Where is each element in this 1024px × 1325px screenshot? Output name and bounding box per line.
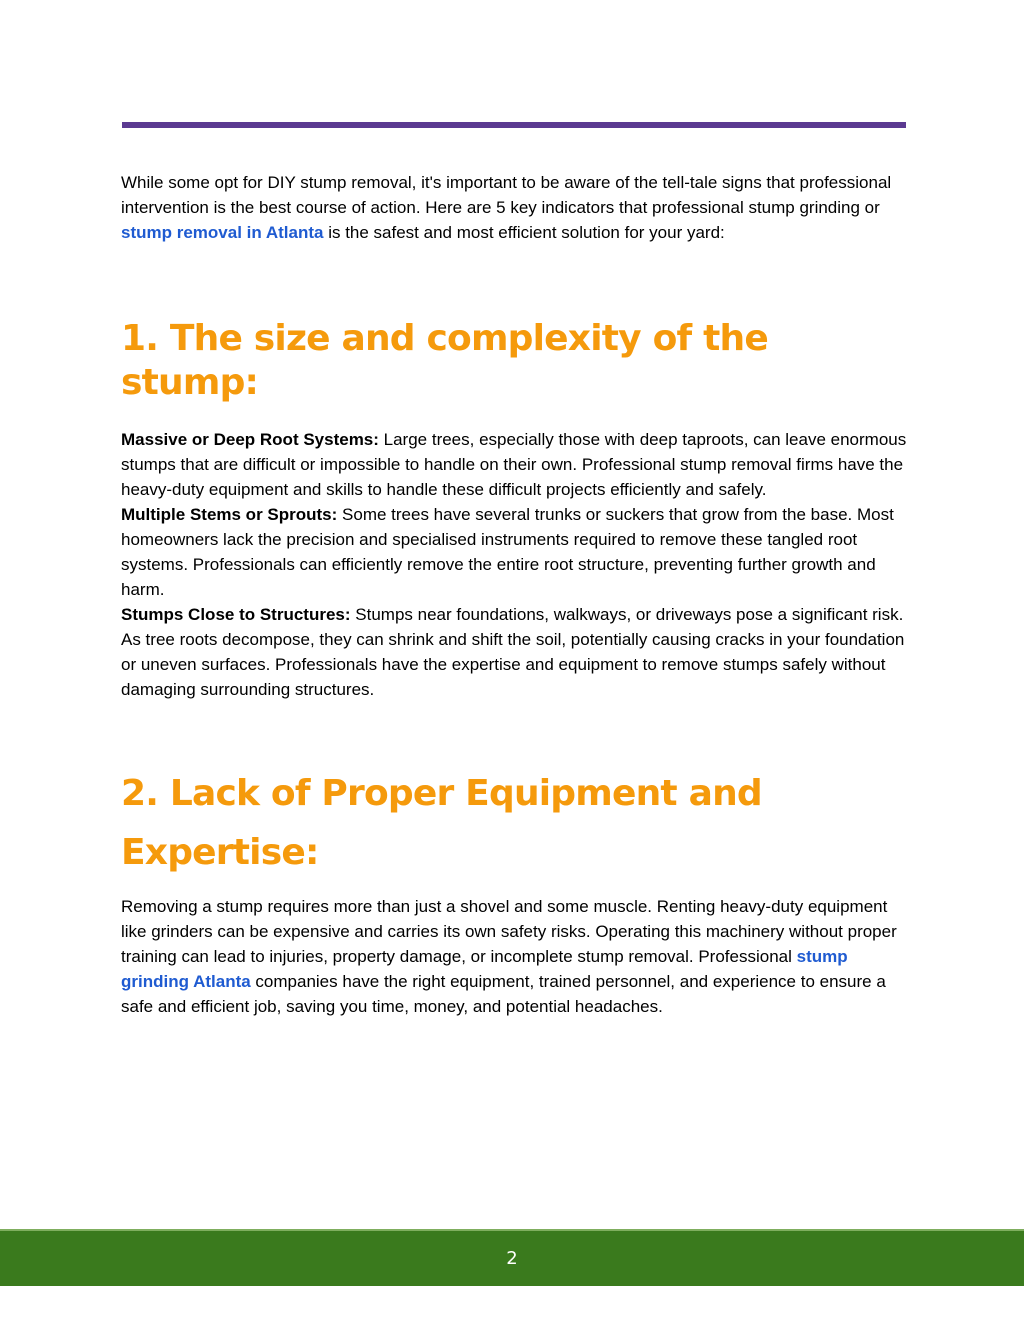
section2-paragraph: Removing a stump requires more than just a shovel and some muscle. Renting heavy-duty equipment like grinders can be expensive and carries its own safety risks. Operating this machinery without proper training can lead to injuries, property damage, or incomplete stump removal. Professional stump grinding Atlanta companies have the right equipment, trained personnel, and experience to ensure a safe and efficient job, saving you time, money, and potential headaches. xyxy=(121,897,897,1016)
section1-heading: 1. The size and complexity of the stump: xyxy=(121,318,768,403)
intro-paragraph: While some opt for DIY stump removal, it's important to be aware of the tell-tale signs that professional intervention is the best course of action. Here are 5 key indicators that professional stump grinding or stump removal in Atlanta is the safest and most efficient solution for your yard: xyxy=(121,173,892,242)
top-divider xyxy=(122,122,906,128)
page-number: 2 xyxy=(506,1248,518,1269)
section1-item: Stumps Close to Structures: Stumps near foundations, walkways, or driveways pose a significant risk. As tree roots decompose, they can shrink and shift the soil, potentially causing cracks in your foundation or uneven surfaces. Professionals have the expertise and equipment to remove stumps safely without damaging surrounding structures. xyxy=(121,605,905,699)
page-content xyxy=(121,170,911,1019)
section1-body xyxy=(121,427,911,702)
stump-grinding-atlanta-link[interactable]: stump grinding Atlanta xyxy=(121,947,848,991)
item-term: Multiple Stems or Sprouts: xyxy=(121,505,338,524)
section2-heading: 2. Lack of Proper Equipment and Expertise: xyxy=(121,773,762,873)
section1-item: Massive or Deep Root Systems: Large trees, especially those with deep taproots, can leave enormous stumps that are difficult or impossible to handle on their own. Professional stump removal firms have the heavy-duty equipment and skills to handle these difficult projects efficiently and safely. xyxy=(121,430,907,499)
stump-removal-atlanta-link[interactable]: stump removal in Atlanta xyxy=(121,223,324,242)
section1-item: Multiple Stems or Sprouts: Some trees have several trunks or suckers that grow from the base. Most homeowners lack the precision and specialised instruments required to remove these tangled root systems. Professionals can efficiently remove the entire root structure, preventing further growth and harm. xyxy=(121,505,894,599)
item-term: Stumps Close to Structures: xyxy=(121,605,351,624)
page-footer xyxy=(0,1229,1024,1286)
item-term: Massive or Deep Root Systems: xyxy=(121,430,379,449)
